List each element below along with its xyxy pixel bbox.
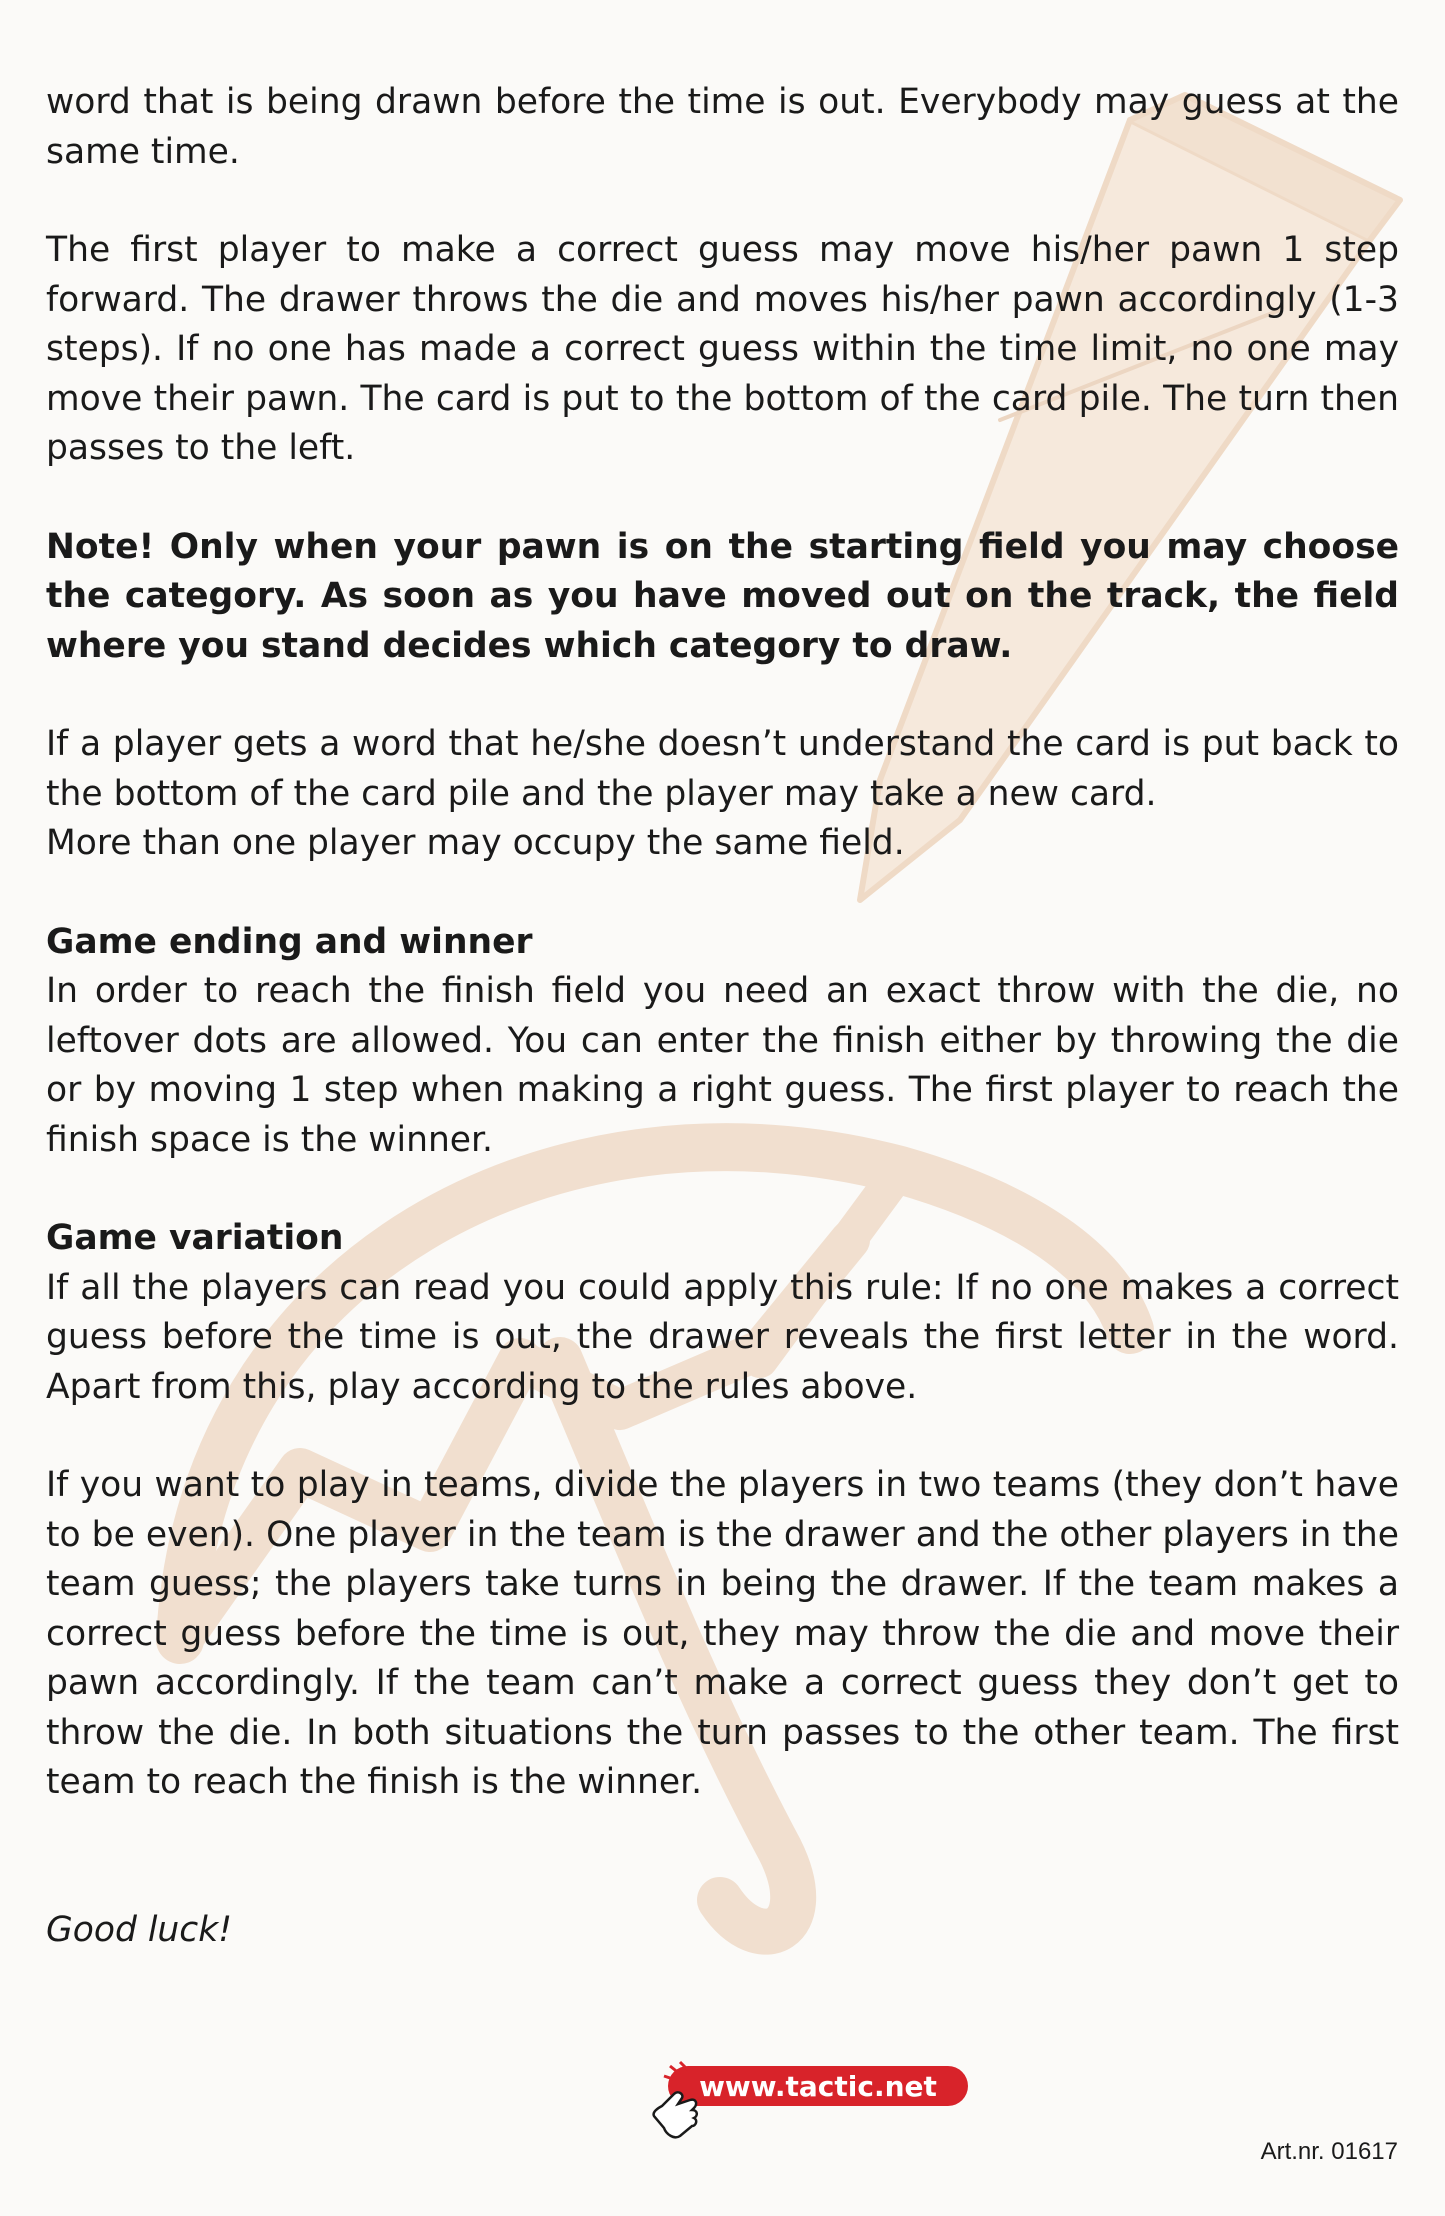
paragraph-guess-time: word that is being drawn before the time is out. Everybody may guess at the same time. — [46, 82, 1399, 172]
good-luck-text: Good luck! — [46, 1909, 233, 1950]
heading-game-variation: Game variation — [46, 1218, 344, 1258]
paragraph-unknown-word: If a player gets a word that he/she doesn’t understand the card is put back to the bottom of the card pile and the player may take a new card. — [46, 724, 1399, 814]
paragraph-teams: If you want to play in teams, divide the players in two teams (they don’t have to be even). One player in the team is the drawer and the other players in the team guess; the players take turns in being the drawer. If the team makes a correct guess before the time is out, they may throw the die and move their pawn accordingly. If the team can’t make a correct guess they don’t get to throw the die. In both situations the turn passes to the other team. The first team to reach the finish is the winner. — [46, 1465, 1399, 1802]
tactic-website-logo[interactable] — [640, 2060, 980, 2144]
article-number: Art.nr. 01617 — [1260, 2138, 1398, 2165]
paragraph-game-ending: In order to reach the finish field you need an exact throw with the die, no leftover dots are allowed. You can enter the finish either by throwing the die or by moving 1 step when making a right guess. The first player to reach the finish space is the winner. — [46, 971, 1399, 1160]
paragraph-game-variation: If all the players can read you could apply this rule: If no one makes a correct guess before the time is out, the drawer reveals the first letter in the word. Apart from this, play according to the rules above. — [46, 1267, 1399, 1407]
rules-text — [46, 78, 1399, 1955]
website-text: www.tactic.net — [699, 2070, 937, 2103]
heading-game-ending: Game ending and winner — [46, 921, 533, 962]
paragraph-correct-guess: The first player to make a correct guess may move his/her pawn 1 step forward. The drawer throws the die and moves his/her pawn accordingly (1-3 steps). If no one has made a correct guess within the time limit, no one may move their pawn. The card is put to the bottom of the card pile. The turn then passes to the left. — [46, 230, 1399, 468]
pointing-hand-icon — [640, 2060, 980, 2140]
paragraph-same-field: More than one player may occupy the same field. — [46, 823, 905, 863]
note-paragraph: Note! Only when your pawn is on the starting field you may choose the category. As soon as you have moved out on the track, the field where you stand decides which category to draw. — [46, 526, 1399, 666]
